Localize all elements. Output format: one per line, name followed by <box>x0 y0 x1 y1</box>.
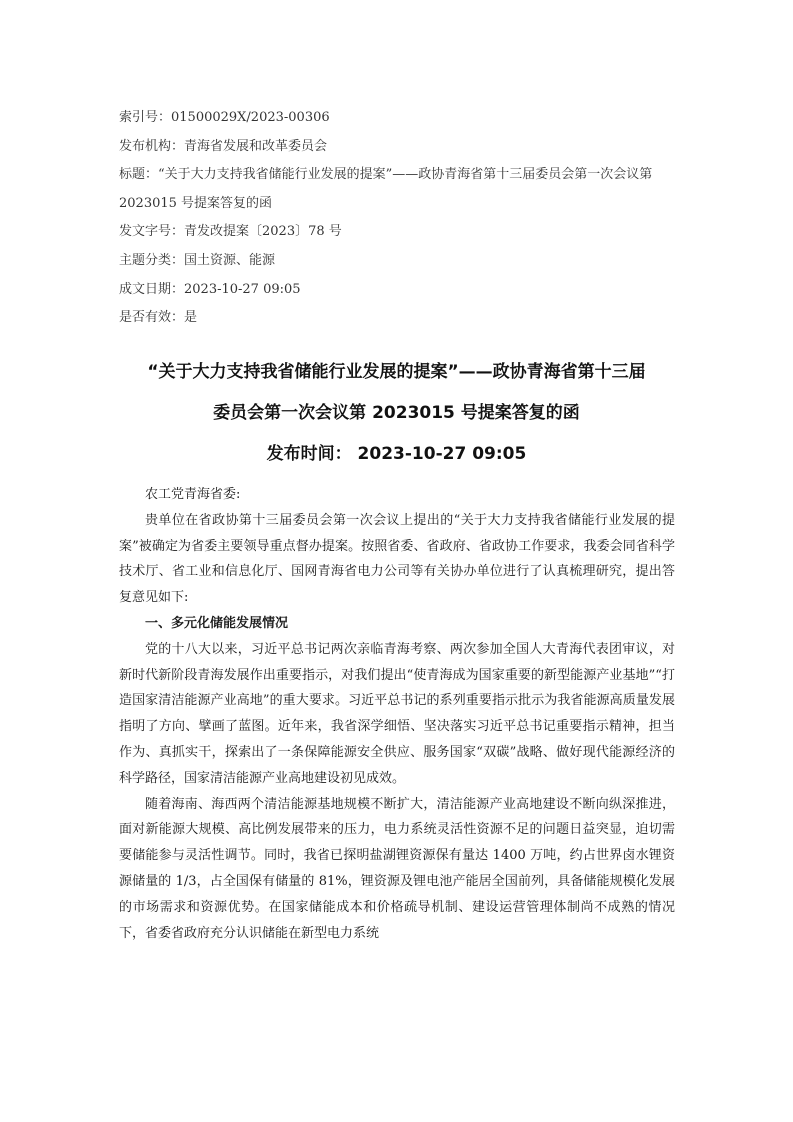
document-body <box>119 482 675 946</box>
document-title <box>100 352 693 475</box>
subject-title: 标题：“关于大力支持我省储能行业发展的提案”——政协青海省第十三届委员会第一次会议第 2023015 号提案答复的函 <box>119 167 653 211</box>
paragraph-storage-needs: 随着海南、海西两个清洁能源基地规模不断扩大，清洁能源产业高地建设不断向纵深推进，面对新能源大规模、高比例发展带来的压力，电力系统灵活性资源不足的问题日益突显，迫切需要储能参与灵活性调节。同时，我省已探明盐湖锂资源保有量达 1400 万吨，约占世界卤水锂资源储量的 1/3，占全国保有储量的 81%，锂资源及锂电池产能居全国前列，具备储能规模化发展的市场需求和资源优势。在国家储能成本和价格疏导机制、建设运营管理体制尚不成熟的情况下，省委省政府充分认识储能在新型电力系统 <box>119 796 675 941</box>
document-number: 发文字号：青发改提案〔2023〕78 号 <box>119 224 342 240</box>
paragraph-background: 党的十八大以来，习近平总书记两次亲临青海考察、两次参加全国人大青海代表团审议，对新时代新阶段青海发展作出重要指示，对我们提出“使青海成为国家重要的新型能源产业基地”“打造国家清洁能源产业高地”的重大要求。习近平总书记的系列重要指示批示为我省能源高质量发展指明了方向、擘画了蓝图。近年来，我省深学细悟、坚决落实习近平总书记重要指示精神，担当作为、真抓实干，探索出了一条保障能源安全供应、服务国家“双碳”战略、做好现代能源经济的科学路径，国家清洁能源产业高地建设初见成效。 <box>119 641 675 786</box>
publish-time: 发布时间： 2023-10-27 09:05 <box>266 444 527 464</box>
paragraph-intro: 贵单位在省政协第十三届委员会第一次会议上提出的“关于大力支持我省储能行业发展的提案”被确定为省委主要领导重点督办提案。按照省委、省政府、省政协工作要求，我委会同省科学技术厅、省工业和信息化厅、国网青海省电力公司等有关协办单位进行了认真梳理研究，提出答复意见如下: <box>119 512 675 606</box>
publisher: 发布机构：青海省发展和改革委员会 <box>119 138 328 154</box>
title-line-1: “关于大力支持我省储能行业发展的提案”——政协青海省第十三届 <box>147 362 646 382</box>
section-heading: 一、多元化储能发展情况 <box>145 615 289 631</box>
salutation: 农工党青海省委: <box>145 487 241 502</box>
index-number: 索引号：01500029X/2023-00306 <box>119 110 330 125</box>
subject-category: 主题分类：国土资源、能源 <box>119 252 276 268</box>
issue-date: 成文日期：2023-10-27 09:05 <box>119 281 301 297</box>
title-line-2: 委员会第一次会议第 2023015 号提案答复的函 <box>213 403 580 423</box>
document-metadata <box>119 104 679 333</box>
validity-status: 是否有效：是 <box>119 310 198 326</box>
